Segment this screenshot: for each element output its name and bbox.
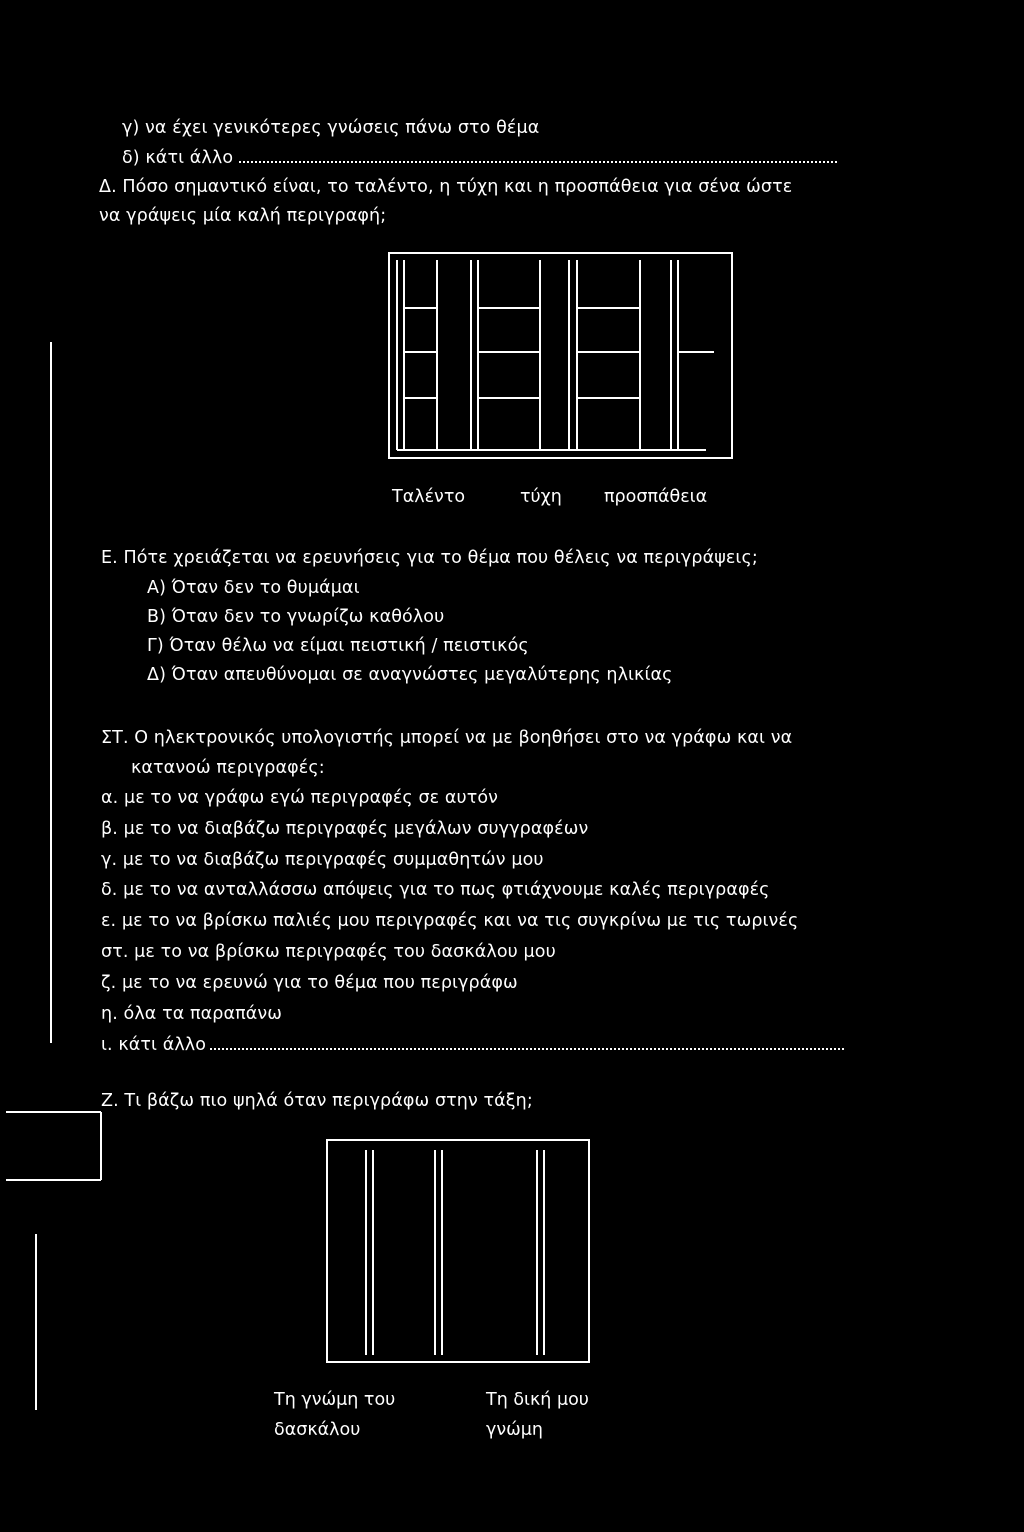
option-e-d: Δ) Όταν απευθύνομαι σε αναγνώστες μεγαλύτερης ηλικίας [147, 665, 673, 685]
question-st-line2: κατανοώ περιγραφές: [131, 758, 325, 778]
question-z: Ζ. Τι βάζω πιο ψηλά όταν περιγράφω στην τάξη; [101, 1091, 533, 1111]
ladder-label-luck: τύχη [520, 487, 562, 507]
ladder-label-talent: Ταλέντο [392, 487, 466, 507]
option-st-e: ε. με το να βρίσκω παλιές μου περιγραφές και να τις συγκρίνω με τις τωρινές [101, 911, 799, 931]
ladder-label-teacher-line1: Τη γνώμη του [274, 1390, 396, 1410]
option-st-st: στ. με το να βρίσκω περιγραφές του δασκάλου μου [101, 942, 556, 962]
option-e-b: Β) Όταν δεν το γνωρίζω καθόλου [147, 607, 445, 627]
option-gamma: γ) να έχει γενικότερες γνώσεις πάνω στο θέμα [122, 118, 540, 138]
question-d-line2: να γράψεις μία καλή περιγραφή; [99, 206, 387, 226]
ladder-label-teacher-line2: δασκάλου [274, 1420, 361, 1440]
option-st-h: η. όλα τα παραπάνω [101, 1004, 283, 1024]
option-e-a: Α) Όταν δεν το θυμάμαι [147, 578, 360, 598]
option-st-d: δ. με το να ανταλλάσσω απόψεις για το πως φτιάχνουμε καλές περιγραφές [101, 880, 770, 900]
question-d-line1: Δ. Πόσο σημαντικό είναι, το ταλέντο, η τύχη και η προσπάθεια για σένα ώστε [99, 177, 793, 197]
option-st-c: γ. με το να διαβάζω περιγραφές συμμαθητών μου [101, 850, 544, 870]
ladder-label-own-line2: γνώμη [486, 1420, 544, 1440]
ladder-label-effort: προσπάθεια [604, 487, 708, 507]
option-delta-label: δ) κάτι άλλο [122, 148, 234, 168]
option-st-i-label: ι. κάτι άλλο [101, 1035, 207, 1055]
option-st-z: ζ. με το να ερευνώ για το θέμα που περιγράφω [101, 973, 518, 993]
option-e-c: Γ) Όταν θέλω να είμαι πειστική / πειστικός [147, 636, 529, 656]
option-st-b: β. με το να διαβάζω περιγραφές μεγάλων συγγραφέων [101, 819, 589, 839]
question-e: Ε. Πότε χρειάζεται να ερευνήσεις για το θέμα που θέλεις να περιγράψεις; [101, 548, 758, 568]
option-st-a: α. με το να γράφω εγώ περιγραφές σε αυτόν [101, 788, 499, 808]
question-st-line1: ΣΤ. Ο ηλεκτρονικός υπολογιστής μπορεί να με βοηθήσει στο να γράφω και να [101, 728, 793, 748]
ladder-label-own-line1: Τη δική μου [486, 1390, 589, 1410]
